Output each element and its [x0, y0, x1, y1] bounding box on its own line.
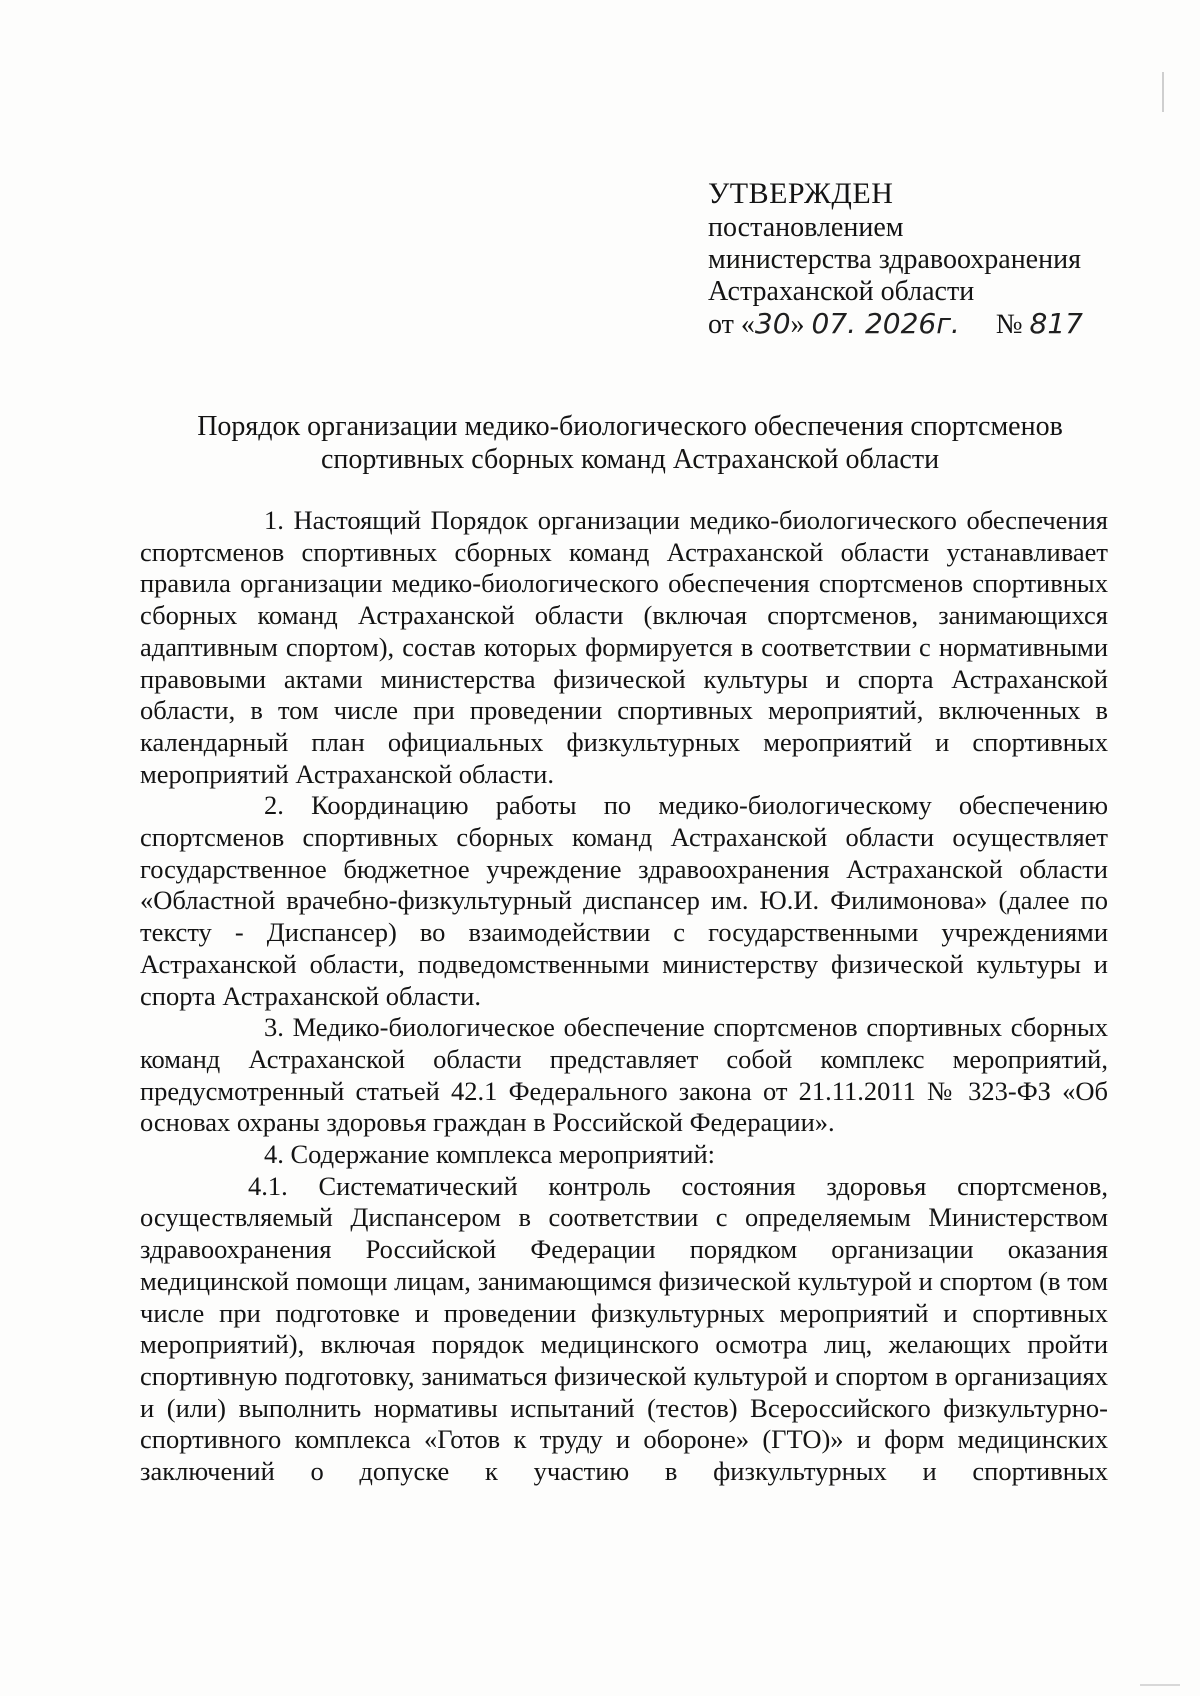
scan-edge-mark	[1140, 1684, 1180, 1686]
approval-title: УТВЕРЖДЕН	[708, 177, 894, 210]
paragraph-4-1: 4.1. Систематический контроль состояния здоровья спортсменов, осуществляемый Диспансером в соответствии с определяемым Министерством здравоохранения Российской Федерации порядком организации оказания медицинской помощи лицам, занимающимся физической культурой и спортом (в том числе при подготовке и проведении физкультурных мероприятий и спортивных мероприятий), включая порядок медицинского осмотра лиц, желающих пройти спортивную подготовку, заниматься физической культурой и спортом в организациях и (или) выполнить нормативы испытаний (тестов) Всероссийского физкультурно-спортивного комплекса «Готов к труду и обороне» (ГТО)» и форм медицинских заключений о допуске к участию в физкультурных и спортивных	[140, 1170, 1108, 1487]
approval-line: Астраханской области	[708, 276, 975, 307]
approval-date-line	[708, 308, 1168, 348]
approval-block	[708, 178, 1168, 348]
document-title	[140, 410, 1120, 476]
paragraph-1: 1. Настоящий Порядок организации медико-биологического обеспечения спортсменов спортивных сборных команд Астраханской области устанавливает правила организации медико-биологического обеспечения спортсменов спортивных сборных команд Астраханской области (включая спортсменов, занимающихся адаптивным спортом), состав которых формируется в соответствии с нормативными правовыми актами министерства физической культуры и спорта Астраханской области, в том числе при проведении спортивных мероприятий, включенных в календарный план официальных физкультурных мероприятий и спортивных мероприятий Астраханской области.	[140, 505, 1108, 789]
date-prefix: от «	[708, 309, 755, 340]
document-body	[140, 505, 1108, 1488]
handwritten-day: 30	[754, 307, 791, 340]
date-mid: »	[790, 309, 812, 340]
scan-edge-mark	[1162, 72, 1164, 112]
document-title-line: Порядок организации медико-биологического обеспечения спортсменов	[197, 411, 1063, 442]
approval-line: министерства здравоохранения	[708, 244, 1081, 275]
number-label: №	[995, 309, 1023, 340]
paragraph-2: 2. Координацию работы по медико-биологическому обеспечению спортсменов спортивных сборных команд Астраханской области осуществляет государственное бюджетное учреждение здравоохранения Астраханской области «Областной врачебно-физкультурный диспансер им. Ю.И. Филимонова» (далее по тексту - Диспансер) во взаимодействии с государственными учреждениями Астраханской области, подведомственными министерству физической культуры и спорта Астраханской области.	[140, 790, 1108, 1011]
handwritten-month-year: 07. 2026г.	[811, 307, 960, 340]
paragraph-4: 4. Содержание комплекса мероприятий:	[264, 1139, 716, 1170]
handwritten-number: 817	[1029, 307, 1083, 340]
approval-line: постановлением	[708, 212, 904, 243]
document-title-line: спортивных сборных команд Астраханской области	[320, 444, 940, 475]
paragraph-3: 3. Медико-биологическое обеспечение спортсменов спортивных сборных команд Астраханской области представляет собой комплекс мероприятий, предусмотренный статьей 42.1 Федерального закона от 21.11.2011 № 323-ФЗ «Об основах охраны здоровья граждан в Российской Федерации».	[140, 1012, 1108, 1138]
